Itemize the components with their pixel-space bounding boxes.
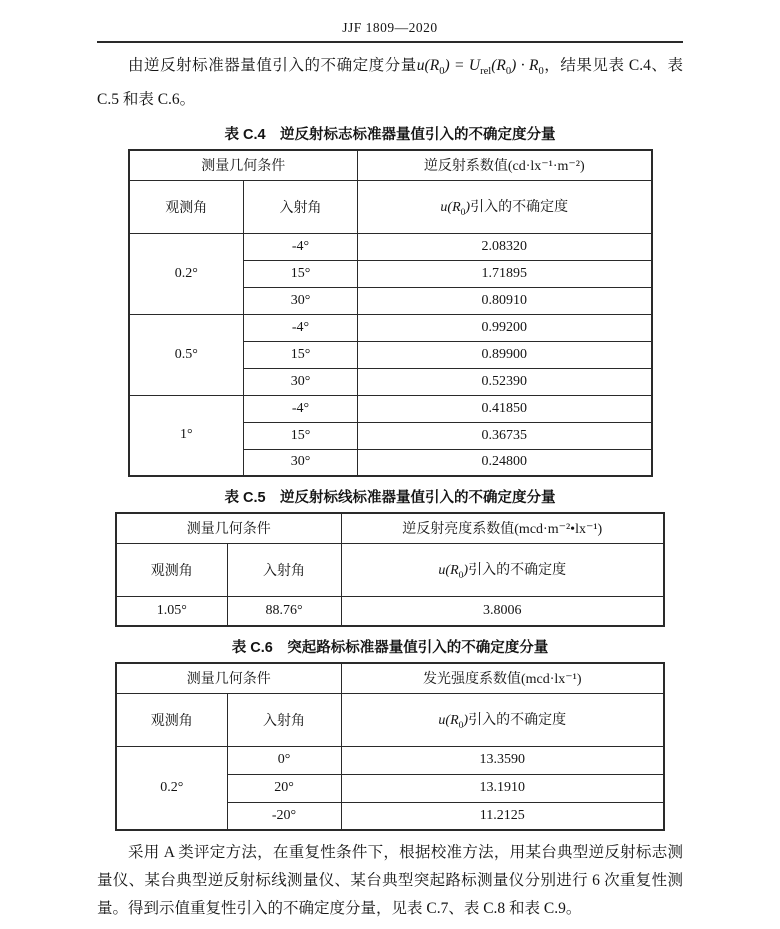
header-cell-obs-angle: 观测角 [129,180,244,233]
table-c4-title: 表 C.4 逆反射标志标准器量值引入的不确定度分量 [224,127,556,144]
inc-angle-cell: -4° [244,314,358,341]
table-row [129,395,652,422]
header-cell-inc-angle: 入射角 [227,543,341,596]
u-formula-sub: 0 [460,207,466,218]
intro-text-before: 由逆反射标准器量值引入的不确定度分量 [128,57,417,74]
formula-sub-0a: 0 [439,66,445,78]
u-formula-text: 引入的不确定度 [468,562,567,578]
header-cell-unit: 逆反射系数值(cd·lx⁻¹·m⁻²) [358,150,652,180]
u-formula-sub: 0 [458,720,464,731]
formula-dot-R: ) · R [511,57,539,74]
u-formula-text: 引入的不确定度 [468,712,567,728]
u-formula-part: ) [463,562,469,578]
table-row [116,543,664,596]
table-c4 [128,149,653,477]
header-cell-geometry: 测量几何条件 [116,513,341,543]
value-cell: 0.89900 [358,341,652,368]
header-cell-uncertainty [341,693,664,746]
value-cell: 0.41850 [358,395,652,422]
value-cell: 0.52390 [358,368,652,395]
intro-text-after: ，结果见表 C.4、表 C.5 和表 C.6。 [97,57,683,109]
u-formula-part: u(R [438,562,459,578]
obs-angle-cell: 0.2° [129,233,244,314]
table-row [116,746,664,774]
formula-R-term: (R [491,57,506,74]
header-cell-unit: 发光强度系数值(mcd·lx⁻¹) [341,663,664,693]
header-cell-obs-angle: 观测角 [116,543,227,596]
value-cell: 2.08320 [358,233,652,260]
value-cell: 13.3590 [341,746,664,774]
table-c6 [115,662,665,831]
table-row [116,596,664,626]
inc-angle-cell: 15° [244,422,358,449]
document-code: JJF 1809—2020 [342,20,438,35]
table-row [129,233,652,260]
inc-angle-cell: 30° [244,449,358,476]
header-rule [97,41,683,43]
inc-angle-cell: 30° [244,368,358,395]
closing-paragraph: 采用 A 类评定方法，在重复性条件下，根据校准方法，用某台典型逆反射标志测量仪、某台典型逆反射标线测量仪、某台典型突起路标测量仪分别进行 6 次重复性测量。得到示值重复性引入的不确定度分量，见表 C.7、表 C.8 和表 C.9。 [97,844,683,918]
table-row [129,180,652,233]
table-row [129,150,652,180]
header-cell-geometry: 测量几何条件 [116,663,341,693]
u-formula-part: u(R [440,199,461,215]
obs-angle-cell: 1° [129,395,244,476]
table-row [116,513,664,543]
inc-angle-cell: 15° [244,341,358,368]
value-cell: 0.99200 [358,314,652,341]
inc-angle-cell: 30° [244,287,358,314]
formula-equals-U: ) = U [444,57,481,74]
header-cell-uncertainty [358,180,652,233]
value-cell: 0.24800 [358,449,652,476]
formula-u-term: u(R [416,57,440,74]
header-cell-geometry: 测量几何条件 [129,150,358,180]
u-formula-part: u(R [438,712,459,728]
inc-angle-cell: 88.76° [227,596,341,626]
header-cell-obs-angle: 观测角 [116,693,227,746]
table-c6-title: 表 C.6 突起路标标准器量值引入的不确定度分量 [231,640,549,657]
formula-sub-rel: rel [480,66,492,78]
value-cell: 0.36735 [358,422,652,449]
header-cell-inc-angle: 入射角 [227,693,341,746]
intro-paragraph [97,52,683,114]
obs-angle-cell: 0.5° [129,314,244,395]
value-cell: 3.8006 [341,596,664,626]
inc-angle-cell: -20° [227,802,341,830]
table-row [116,663,664,693]
inc-angle-cell: -4° [244,395,358,422]
u-formula-part: ) [463,712,469,728]
inc-angle-cell: -4° [244,233,358,260]
formula-sub-0b: 0 [505,66,512,78]
inc-angle-cell: 20° [227,774,341,802]
table-row [116,693,664,746]
obs-angle-cell: 0.2° [116,746,227,830]
table-c5-title: 表 C.5 逆反射标线标准器量值引入的不确定度分量 [224,490,556,507]
table-c5 [115,512,665,627]
formula-sub-0c: 0 [538,66,544,78]
table-row [129,314,652,341]
u-formula-text: 引入的不确定度 [470,199,569,215]
value-cell: 13.1910 [341,774,664,802]
value-cell: 1.71895 [358,260,652,287]
u-formula-sub: 0 [458,570,464,581]
value-cell: 11.2125 [341,802,664,830]
value-cell: 0.80910 [358,287,652,314]
u-formula-part: ) [465,199,471,215]
page-content [97,0,683,923]
header-cell-unit: 逆反射亮度系数值(mcd·m⁻²•lx⁻¹) [341,513,664,543]
header-cell-inc-angle: 入射角 [244,180,358,233]
obs-angle-cell: 1.05° [116,596,227,626]
inc-angle-cell: 0° [227,746,341,774]
inc-angle-cell: 15° [244,260,358,287]
header-cell-uncertainty [341,543,664,596]
